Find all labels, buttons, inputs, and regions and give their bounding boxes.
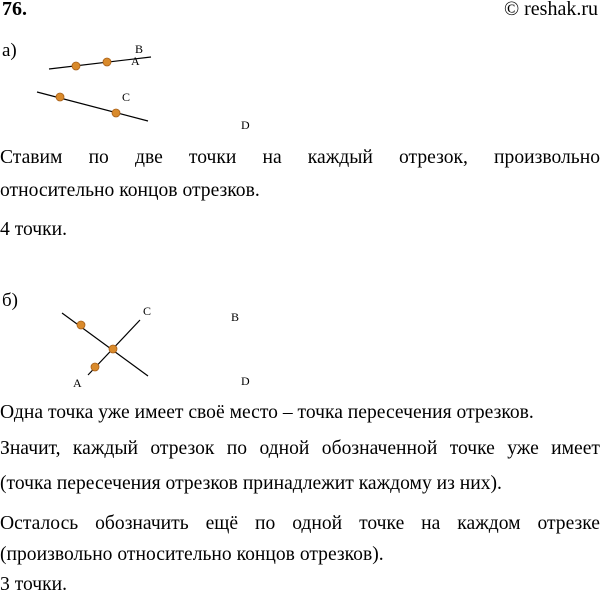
point-label-a: A (131, 54, 140, 68)
part-b-line5: (произвольно относительно концов отрезков). (0, 544, 384, 565)
part-b-line4: Осталось обозначить ещё по одной точке на каждом отрезке (0, 513, 600, 534)
part-b-line2: Значит, каждый отрезок по одной обозначенной точке уже имеет (0, 438, 600, 459)
part-b-line3: (точка пересечения отрезков принадлежит каждому из них). (0, 473, 502, 494)
part-b-figure (0, 295, 602, 395)
site-credit: © reshak.ru (503, 0, 598, 20)
part-a-text-line1: Ставим по две точки на каждый отрезок, произвольно (0, 147, 600, 168)
segment-bd (62, 313, 148, 376)
point-label-c: C (122, 90, 131, 104)
part-a-label: а) (2, 40, 17, 61)
marked-point (72, 62, 80, 70)
marked-point (112, 109, 120, 117)
intersection-point (109, 345, 117, 353)
part-b-answer: 3 точки. (0, 574, 68, 595)
marked-point (91, 363, 99, 371)
task-number: 76. (2, 0, 27, 20)
point-label-b: B (135, 42, 144, 56)
marked-point (77, 321, 85, 329)
part-b-label: б) (2, 290, 18, 311)
point-label-d: D (241, 118, 250, 132)
marked-point (103, 58, 111, 66)
segment-cd (37, 92, 148, 121)
part-a-answer: 4 точки. (0, 219, 68, 240)
part-b-line1: Одна точка уже имеет своё место – точка пересечения отрезков. (0, 402, 534, 423)
point-label-c: C (143, 304, 152, 318)
marked-point (56, 93, 64, 101)
point-label-a: A (73, 376, 82, 390)
part-a-text-line2: относительно концов отрезков. (0, 180, 260, 201)
point-label-b: B (231, 310, 240, 324)
point-label-d: D (241, 374, 250, 388)
part-a-figure (0, 0, 602, 140)
